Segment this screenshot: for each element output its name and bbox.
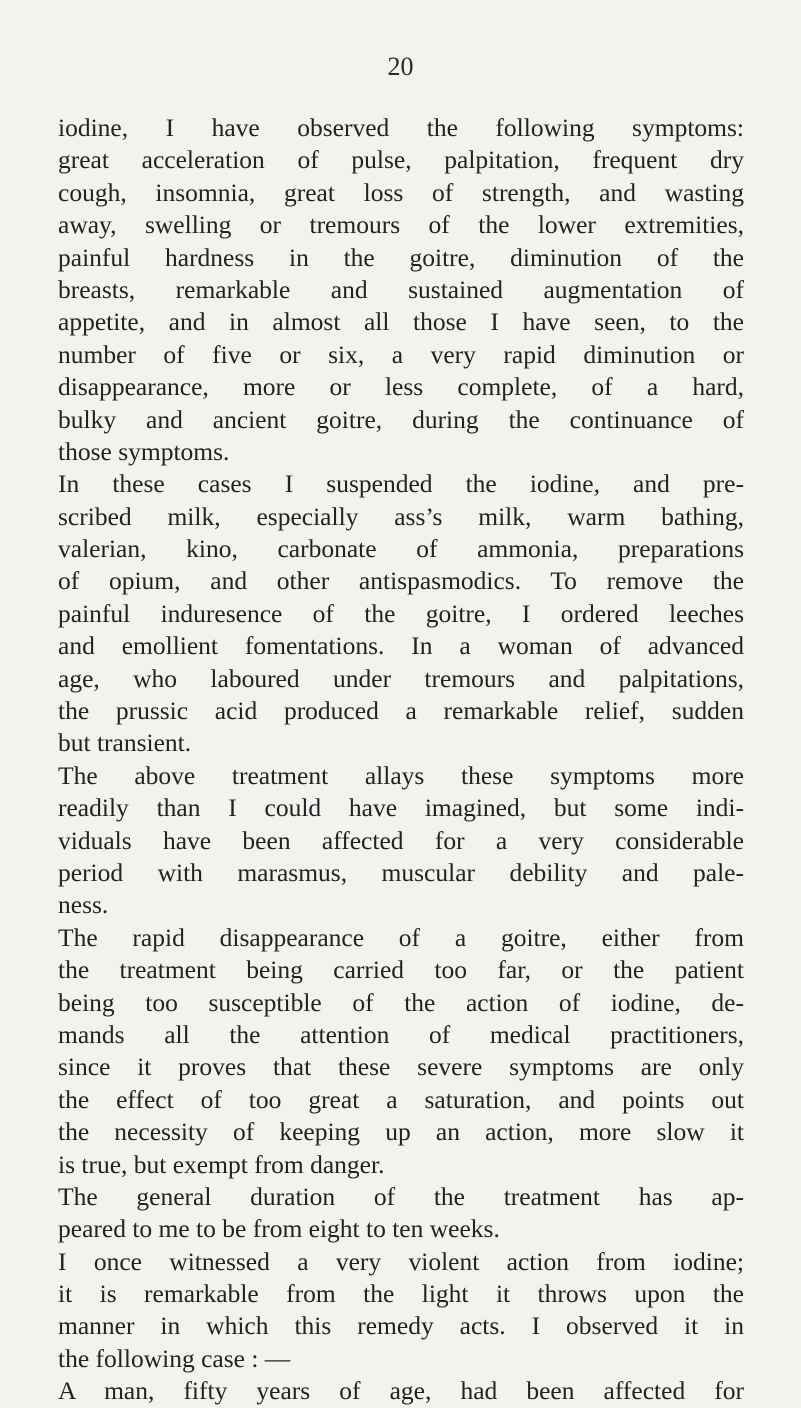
- text-line: of opium, and other antispasmodics. To remove the: [58, 566, 744, 596]
- text-line: great acceleration of pulse, palpitation, frequent dry: [58, 145, 744, 175]
- text-line: bulky and ancient goitre, during the continuance of: [58, 404, 744, 434]
- text-line: the following case : —: [58, 1343, 291, 1373]
- text-line: number of five or six, a very rapid diminution or: [58, 339, 744, 369]
- text-line: period with marasmus, muscular debility and pale-: [58, 857, 744, 887]
- text-line: cough, insomnia, great loss of strength, and wasting: [58, 177, 744, 207]
- text-line: The above treatment allays these symptoms more: [58, 760, 744, 790]
- text-line: iodine, I have observed the following symptoms:: [58, 113, 744, 142]
- text-line: The general duration of the treatment has ap-: [58, 1181, 744, 1211]
- text-line: ness.: [58, 890, 109, 920]
- text-line: valerian, kino, carbonate of ammonia, preparations: [58, 534, 744, 564]
- text-line: is true, but exempt from danger.: [58, 1149, 385, 1179]
- text-line: In these cases I suspended the iodine, and pre-: [58, 469, 744, 499]
- page-number: 20: [387, 52, 414, 81]
- text-line: it is remarkable from the light it throws upon the: [58, 1279, 744, 1309]
- text-line: the treatment being carried too far, or the patient: [58, 955, 744, 985]
- text-line: those symptoms.: [58, 436, 230, 466]
- text-line: the effect of too great a saturation, and points out: [58, 1084, 744, 1114]
- text-line: away, swelling or tremours of the lower extremities,: [58, 210, 744, 240]
- text-line: viduals have been affected for a very considerable: [58, 825, 744, 855]
- text-line: disappearance, more or less complete, of a hard,: [58, 372, 744, 402]
- text-line: the prussic acid produced a remarkable relief, sudden: [58, 696, 744, 726]
- text-line: and emollient fomentations. In a woman of advanced: [58, 631, 744, 661]
- body-text: [58, 112, 744, 1408]
- text-line: being too susceptible of the action of iodine, de-: [58, 987, 744, 1017]
- text-line: readily than I could have imagined, but some indi-: [58, 793, 744, 823]
- text-line: peared to me to be from eight to ten weeks.: [58, 1214, 500, 1244]
- text-line: painful hardness in the goitre, diminution of the: [58, 242, 744, 272]
- text-line: breasts, remarkable and sustained augmentation of: [58, 274, 744, 304]
- text-line: but transient.: [58, 728, 192, 758]
- text-line: The rapid disappearance of a goitre, either from: [58, 922, 744, 952]
- text-line: appetite, and in almost all those I have seen, to the: [58, 307, 744, 337]
- text-line: age, who laboured under tremours and palpitations,: [58, 663, 744, 693]
- text-line: A man, fifty years of age, had been affected for: [58, 1376, 744, 1406]
- text-line: manner in which this remedy acts. I observed it in: [58, 1311, 744, 1341]
- text-line: mands all the attention of medical practitioners,: [58, 1019, 744, 1049]
- text-line: painful induresence of the goitre, I ordered leeches: [58, 598, 744, 628]
- text-line: the necessity of keeping up an action, more slow it: [58, 1117, 744, 1147]
- text-line: since it proves that these severe symptoms are only: [58, 1052, 744, 1082]
- text-line: I once witnessed a very violent action from iodine;: [58, 1246, 744, 1276]
- text-line: scribed milk, especially ass’s milk, warm bathing,: [58, 501, 744, 531]
